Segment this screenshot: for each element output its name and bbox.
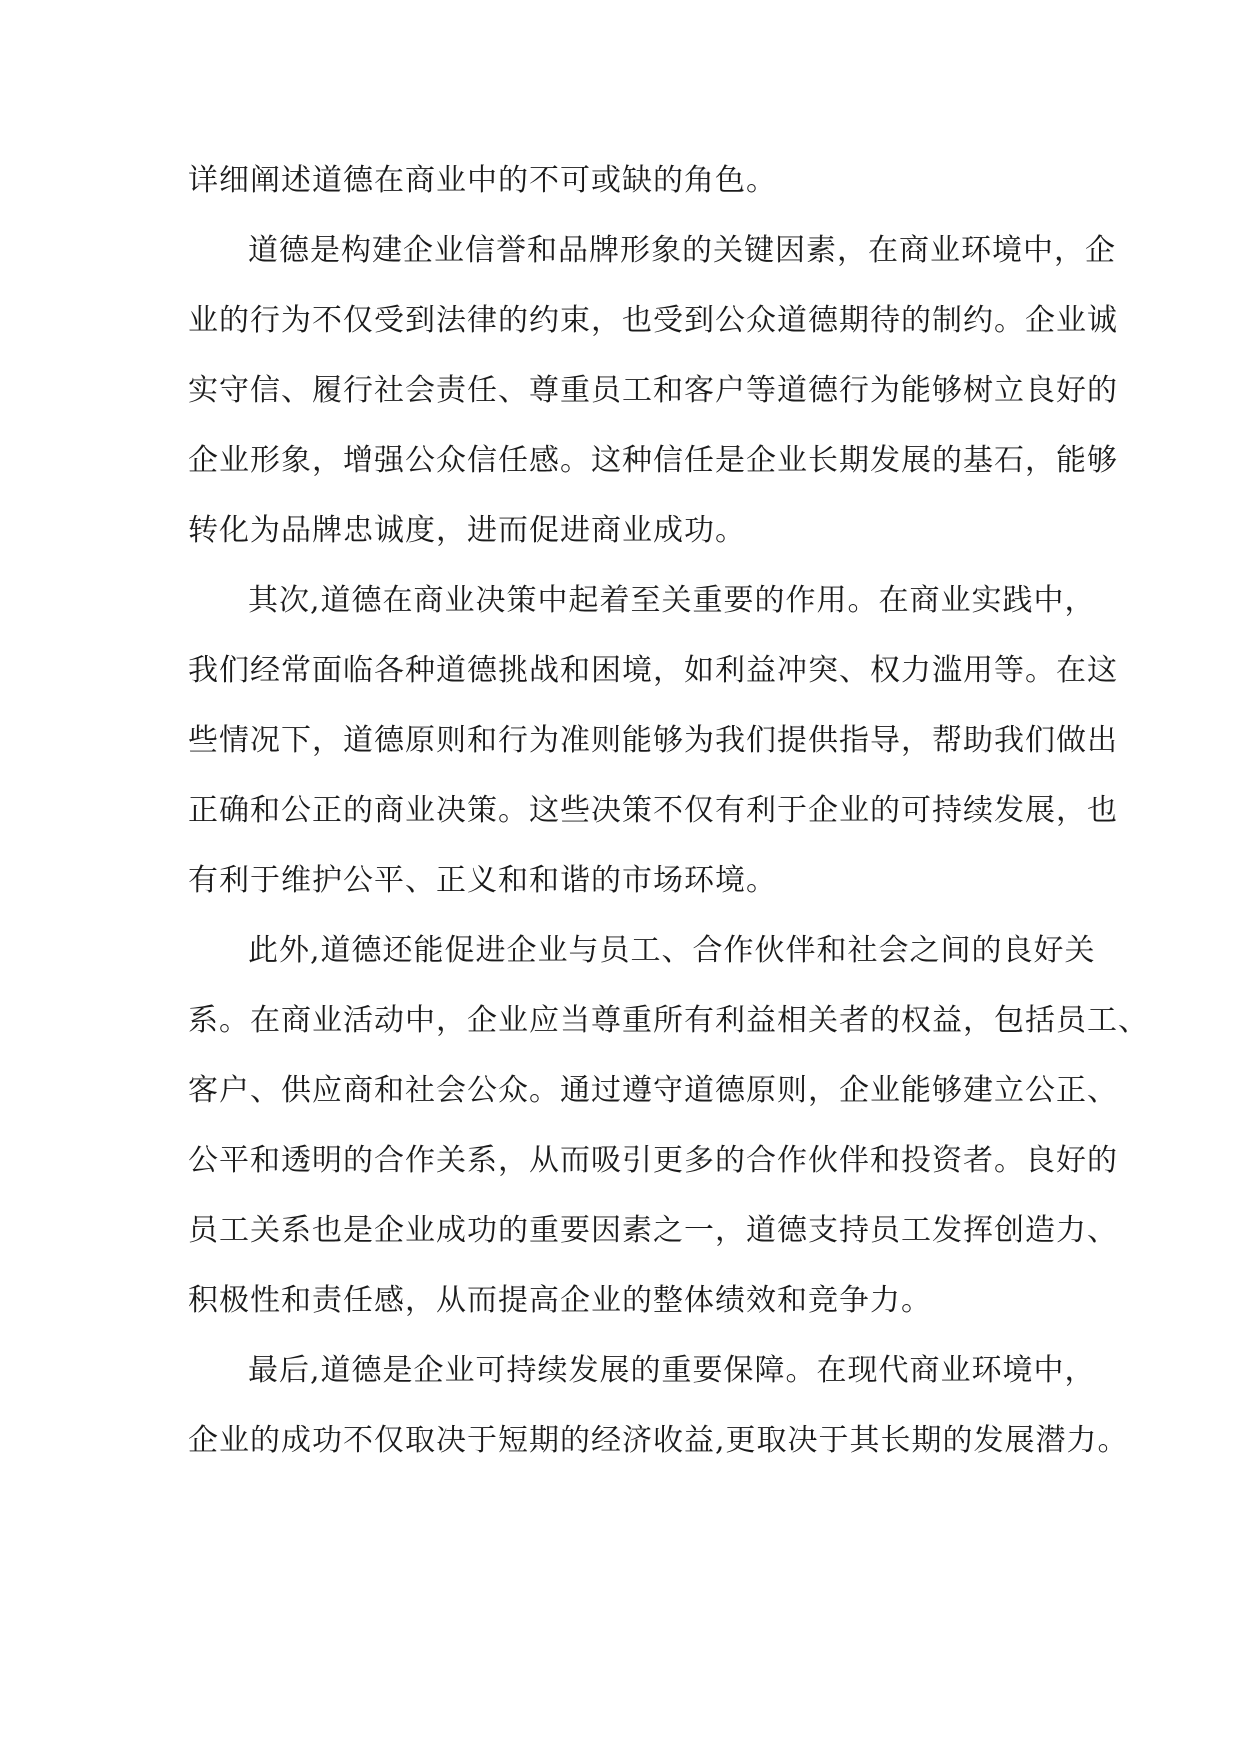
text-line: 些情况下，道德原则和行为准则能够为我们提供指导，帮助我们做出 <box>188 723 1118 758</box>
text-line: 企业的成功不仅取决于短期的经济收益,更取决于其长期的发展潜力。 <box>188 1423 1129 1458</box>
text-line: 有利于维护公平、正义和和谐的市场环境。 <box>188 863 777 898</box>
text-line: 积极性和责任感，从而提高企业的整体绩效和竞争力。 <box>188 1283 932 1318</box>
text-line: 业的行为不仅受到法律的约束，也受到公众道德期待的制约。企业诚 <box>188 303 1118 338</box>
text-line: 企业形象，增强公众信任感。这种信任是企业长期发展的基石，能够 <box>188 443 1118 478</box>
paragraph-first-line: 其次,道德在商业决策中起着至关重要的作用。在商业实践中， <box>248 583 1096 618</box>
text-line: 员工关系也是企业成功的重要因素之一，道德支持员工发挥创造力、 <box>188 1213 1118 1248</box>
paragraph-first-line: 此外,道德还能促进企业与员工、合作伙伴和社会之间的良好关 <box>248 933 1096 968</box>
text-line: 客户、供应商和社会公众。通过遵守道德原则，企业能够建立公正、 <box>188 1073 1118 1108</box>
text-line: 公平和透明的合作关系，从而吸引更多的合作伙伴和投资者。良好的 <box>188 1143 1118 1178</box>
text-line: 实守信、履行社会责任、尊重员工和客户等道德行为能够树立良好的 <box>188 373 1118 408</box>
body-text <box>188 146 1149 1476</box>
text-line: 系。在商业活动中，企业应当尊重所有利益相关者的权益，包括员工、 <box>188 1003 1149 1038</box>
text-line: 正确和公正的商业决策。这些决策不仅有利于企业的可持续发展，也 <box>188 793 1118 828</box>
text-line: 详细阐述道德在商业中的不可或缺的角色。 <box>188 163 777 198</box>
paragraph-first-line: 道德是构建企业信誉和品牌形象的关键因素，在商业环境中，企 <box>248 233 1116 268</box>
text-line: 转化为品牌忠诚度，进而促进商业成功。 <box>188 513 746 548</box>
text-line: 我们经常面临各种道德挑战和困境，如利益冲突、权力滥用等。在这 <box>188 653 1118 688</box>
paragraph-first-line: 最后,道德是企业可持续发展的重要保障。在现代商业环境中， <box>248 1353 1096 1388</box>
